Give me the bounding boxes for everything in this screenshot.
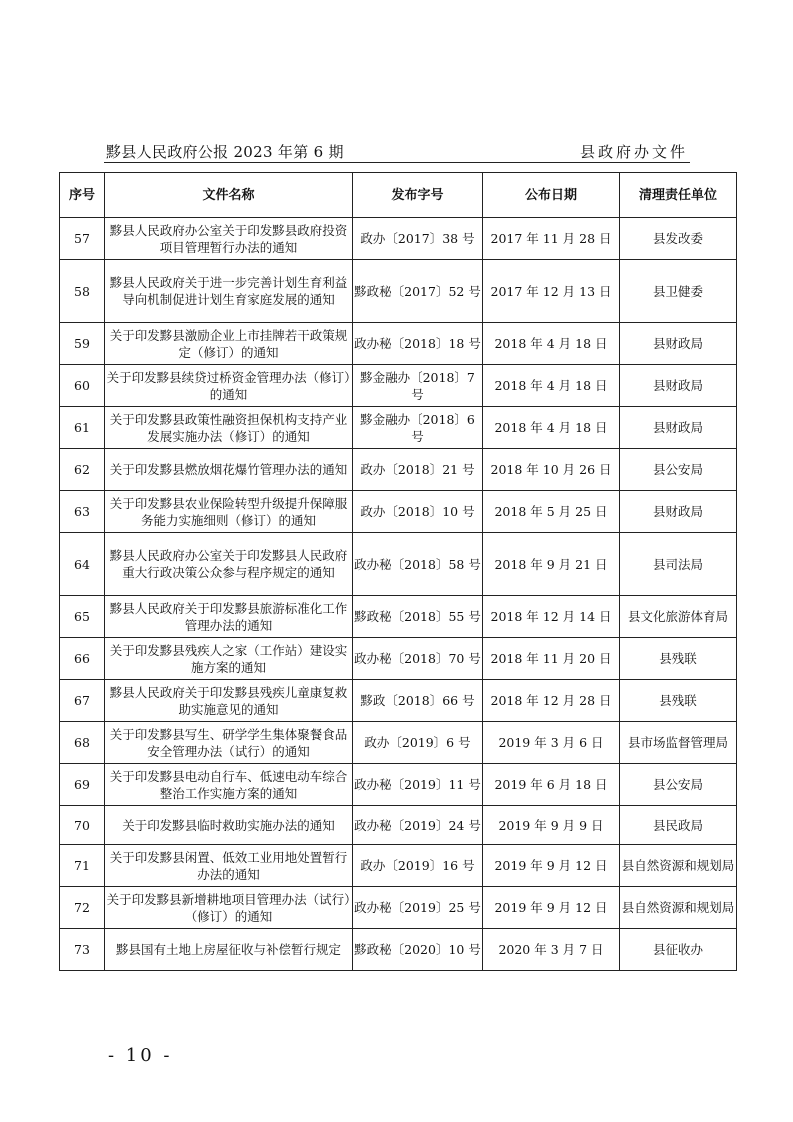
table-row — [60, 806, 737, 845]
table-row — [60, 407, 737, 449]
row-index: 66 — [60, 638, 105, 680]
row-issue-code: 政办秘〔2018〕58 号 — [353, 533, 483, 596]
row-file-name: 关于印发黟县新增耕地项目管理办法（试行）（修订）的通知 — [105, 887, 353, 929]
table-row — [60, 722, 737, 764]
row-publish-date: 2018 年 4 月 18 日 — [483, 365, 620, 407]
row-file-name: 黟县人民政府办公室关于印发黟县人民政府重大行政决策公众参与程序规定的通知 — [105, 533, 353, 596]
row-index: 69 — [60, 764, 105, 806]
row-responsible-unit: 县自然资源和规划局 — [620, 845, 737, 887]
row-issue-code: 政办秘〔2019〕25 号 — [353, 887, 483, 929]
row-index: 61 — [60, 407, 105, 449]
gazette-title: 黟县人民政府公报 2023 年第 6 期 — [106, 143, 344, 161]
row-publish-date: 2019 年 3 月 6 日 — [483, 722, 620, 764]
row-publish-date: 2017 年 11 月 28 日 — [483, 218, 620, 260]
row-index: 59 — [60, 323, 105, 365]
row-responsible-unit: 县卫健委 — [620, 260, 737, 323]
row-publish-date: 2018 年 12 月 14 日 — [483, 596, 620, 638]
row-index: 63 — [60, 491, 105, 533]
row-file-name: 黟县国有土地上房屋征收与补偿暂行规定 — [105, 929, 353, 971]
row-responsible-unit: 县财政局 — [620, 407, 737, 449]
table-row — [60, 533, 737, 596]
row-responsible-unit: 县征收办 — [620, 929, 737, 971]
row-file-name: 关于印发黟县电动自行车、低速电动车综合整治工作实施方案的通知 — [105, 764, 353, 806]
row-publish-date: 2019 年 9 月 12 日 — [483, 887, 620, 929]
row-responsible-unit: 县残联 — [620, 680, 737, 722]
row-responsible-unit: 县财政局 — [620, 491, 737, 533]
row-file-name: 黟县人民政府办公室关于印发黟县政府投资项目管理暂行办法的通知 — [105, 218, 353, 260]
table-row — [60, 845, 737, 887]
row-index: 68 — [60, 722, 105, 764]
row-issue-code: 黟金融办〔2018〕6 号 — [353, 407, 483, 449]
row-index: 71 — [60, 845, 105, 887]
row-index: 70 — [60, 806, 105, 845]
table-row — [60, 365, 737, 407]
row-publish-date: 2018 年 10 月 26 日 — [483, 449, 620, 491]
row-responsible-unit: 县财政局 — [620, 365, 737, 407]
row-file-name: 黟县人民政府关于印发黟县旅游标准化工作管理办法的通知 — [105, 596, 353, 638]
table-header-row — [60, 173, 737, 218]
row-publish-date: 2020 年 3 月 7 日 — [483, 929, 620, 971]
row-responsible-unit: 县公安局 — [620, 449, 737, 491]
row-publish-date: 2018 年 4 月 18 日 — [483, 323, 620, 365]
row-file-name: 关于印发黟县激励企业上市挂牌若干政策规定（修订）的通知 — [105, 323, 353, 365]
row-publish-date: 2018 年 4 月 18 日 — [483, 407, 620, 449]
row-issue-code: 政办秘〔2019〕11 号 — [353, 764, 483, 806]
page-number: - 10 - — [108, 1045, 173, 1066]
row-issue-code: 黟政秘〔2017〕52 号 — [353, 260, 483, 323]
row-publish-date: 2018 年 9 月 21 日 — [483, 533, 620, 596]
row-issue-code: 黟金融办〔2018〕7 号 — [353, 365, 483, 407]
table-row — [60, 491, 737, 533]
row-issue-code: 政办秘〔2018〕18 号 — [353, 323, 483, 365]
column-header-file-name: 文件名称 — [105, 173, 353, 218]
row-index: 62 — [60, 449, 105, 491]
row-file-name: 关于印发黟县写生、研学学生集体聚餐食品安全管理办法（试行）的通知 — [105, 722, 353, 764]
row-publish-date: 2018 年 12 月 28 日 — [483, 680, 620, 722]
row-responsible-unit: 县市场监督管理局 — [620, 722, 737, 764]
row-file-name: 关于印发黟县政策性融资担保机构支持产业发展实施办法（修订）的通知 — [105, 407, 353, 449]
table-row — [60, 218, 737, 260]
table-row — [60, 449, 737, 491]
row-file-name: 关于印发黟县农业保险转型升级提升保障服务能力实施细则（修订）的通知 — [105, 491, 353, 533]
row-issue-code: 黟政秘〔2020〕10 号 — [353, 929, 483, 971]
row-responsible-unit: 县民政局 — [620, 806, 737, 845]
row-issue-code: 政办秘〔2018〕70 号 — [353, 638, 483, 680]
table-row — [60, 260, 737, 323]
row-responsible-unit: 县公安局 — [620, 764, 737, 806]
document-list-table — [59, 172, 737, 971]
column-header-responsible-unit: 清理责任单位 — [620, 173, 737, 218]
table-row — [60, 680, 737, 722]
row-issue-code: 政办〔2018〕21 号 — [353, 449, 483, 491]
row-responsible-unit: 县司法局 — [620, 533, 737, 596]
row-index: 64 — [60, 533, 105, 596]
row-file-name: 关于印发黟县闲置、低效工业用地处置暂行办法的通知 — [105, 845, 353, 887]
row-responsible-unit: 县自然资源和规划局 — [620, 887, 737, 929]
row-publish-date: 2017 年 12 月 13 日 — [483, 260, 620, 323]
row-issue-code: 政办〔2017〕38 号 — [353, 218, 483, 260]
table-row — [60, 929, 737, 971]
row-issue-code: 黟政秘〔2018〕55 号 — [353, 596, 483, 638]
row-publish-date: 2019 年 6 月 18 日 — [483, 764, 620, 806]
row-file-name: 关于印发黟县燃放烟花爆竹管理办法的通知 — [105, 449, 353, 491]
row-file-name: 黟县人民政府关于进一步完善计划生育利益导向机制促进计划生育家庭发展的通知 — [105, 260, 353, 323]
row-index: 67 — [60, 680, 105, 722]
row-responsible-unit: 县文化旅游体育局 — [620, 596, 737, 638]
row-index: 72 — [60, 887, 105, 929]
row-index: 57 — [60, 218, 105, 260]
row-index: 73 — [60, 929, 105, 971]
row-responsible-unit: 县发改委 — [620, 218, 737, 260]
row-publish-date: 2018 年 11 月 20 日 — [483, 638, 620, 680]
row-issue-code: 政办秘〔2019〕24 号 — [353, 806, 483, 845]
row-file-name: 黟县人民政府关于印发黟县残疾儿童康复救助实施意见的通知 — [105, 680, 353, 722]
row-file-name: 关于印发黟县续贷过桥资金管理办法（修订）的通知 — [105, 365, 353, 407]
table-row — [60, 887, 737, 929]
column-header-issue-code: 发布字号 — [353, 173, 483, 218]
row-issue-code: 政办〔2018〕10 号 — [353, 491, 483, 533]
row-responsible-unit: 县残联 — [620, 638, 737, 680]
table-row — [60, 764, 737, 806]
section-title: 县政府办文件 — [579, 143, 688, 161]
table-row — [60, 596, 737, 638]
row-index: 60 — [60, 365, 105, 407]
table-row — [60, 638, 737, 680]
row-index: 58 — [60, 260, 105, 323]
column-header-publish-date: 公布日期 — [483, 173, 620, 218]
row-index: 65 — [60, 596, 105, 638]
row-publish-date: 2019 年 9 月 12 日 — [483, 845, 620, 887]
row-issue-code: 政办〔2019〕16 号 — [353, 845, 483, 887]
row-publish-date: 2018 年 5 月 25 日 — [483, 491, 620, 533]
row-publish-date: 2019 年 9 月 9 日 — [483, 806, 620, 845]
page-header — [104, 138, 690, 163]
column-header-index: 序号 — [60, 173, 105, 218]
row-file-name: 关于印发黟县残疾人之家（工作站）建设实施方案的通知 — [105, 638, 353, 680]
row-responsible-unit: 县财政局 — [620, 323, 737, 365]
row-file-name: 关于印发黟县临时救助实施办法的通知 — [105, 806, 353, 845]
row-issue-code: 政办〔2019〕6 号 — [353, 722, 483, 764]
row-issue-code: 黟政〔2018〕66 号 — [353, 680, 483, 722]
table-row — [60, 323, 737, 365]
